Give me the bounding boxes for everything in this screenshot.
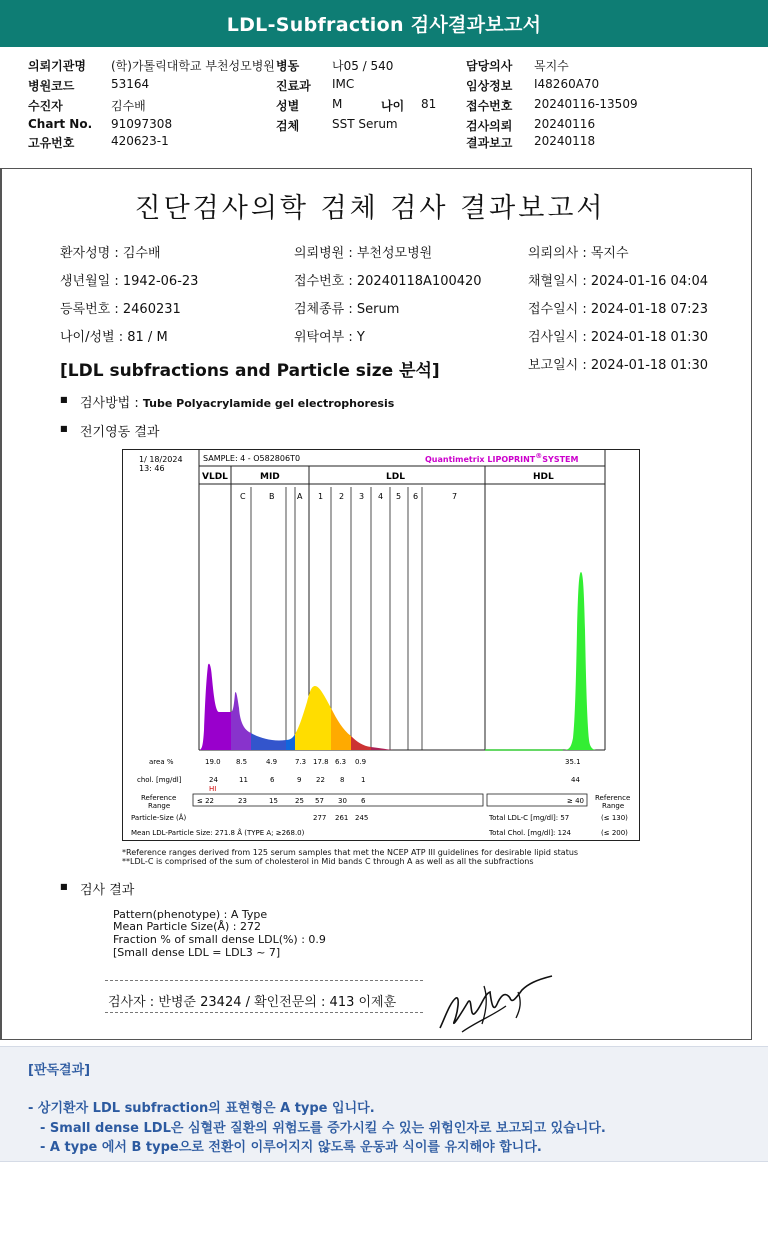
area-value: 7.3 xyxy=(295,758,307,766)
area-value: 19.0 xyxy=(205,758,221,766)
signer-line: 검사자 : 반병준 23424 / 확인전문의 : 413 이제훈 xyxy=(108,995,397,1010)
ldl2-peak xyxy=(331,708,351,750)
header-value: SST Serum xyxy=(332,117,398,131)
mid-b-peak xyxy=(251,733,286,750)
header-value: 420623-1 xyxy=(111,134,169,148)
ref-label: Range xyxy=(148,802,171,810)
header-label: 접수번호 xyxy=(466,99,513,113)
mid-a-peak xyxy=(286,734,295,750)
region-vldl: VLDL xyxy=(202,472,228,482)
interpretation-line: - A type 에서 B type으로 전환이 이루어지지 않도록 운동과 식이를 유지해야 합니다. xyxy=(40,1140,542,1155)
band-label: B xyxy=(269,492,275,501)
header-label: 수진자 xyxy=(28,99,63,113)
header-label: 나이 xyxy=(381,99,405,113)
mean-size: Mean LDL-Particle Size: 271.8 Å (TYPE A; ≥268.0) xyxy=(131,829,305,837)
ref-label-hdl: Range xyxy=(602,802,625,810)
band-label: 7 xyxy=(452,492,458,501)
particle-value: 277 xyxy=(313,814,327,822)
result-label: ■ 검사 결과 xyxy=(80,879,134,898)
header-value: 목지수 xyxy=(534,59,569,73)
chol-value: 24 xyxy=(209,776,218,784)
patient-reg: 등록번호 : 2460231 xyxy=(60,302,181,317)
chol-value: 9 xyxy=(297,776,302,784)
ref-value: 15 xyxy=(269,797,278,805)
patient-birth: 생년월일 : 1942-06-23 xyxy=(60,274,199,289)
band-label: 1 xyxy=(318,492,324,501)
result-line: [Small dense LDL = LDL3 ~ 7] xyxy=(113,946,281,959)
header-value: 81 xyxy=(421,97,437,111)
ref-value: 25 xyxy=(295,797,304,805)
header-label: Chart No. xyxy=(28,117,93,131)
area-value: 0.9 xyxy=(355,758,367,766)
header-value: 김수배 xyxy=(111,99,146,113)
particle-value: 245 xyxy=(355,814,369,822)
header-value: 20240116-13509 xyxy=(534,97,638,111)
interpretation-line: - Small dense LDL은 심혈관 질환의 위험도를 증가시킬 수 있는 위험인자로 보고되고 있습니다. xyxy=(40,1121,606,1136)
particle-value: 261 xyxy=(335,814,349,822)
ldl1-peak xyxy=(295,686,331,750)
area-value: 8.5 xyxy=(236,758,248,766)
footnote: **LDL-C is comprised of the sum of cholesterol in Mid bands C through A as well as all the subfractions xyxy=(122,857,534,866)
header-label: 의뢰기관명 xyxy=(28,59,86,73)
area-value: 17.8 xyxy=(313,758,329,766)
req-doctor: 의뢰의사 : 목지수 xyxy=(528,246,629,261)
header-value: (학)가톨릭대학교 부천성모병원 xyxy=(111,59,275,73)
result-line: Pattern(phenotype) : A Type xyxy=(113,908,268,921)
header-label: 검사의뢰 xyxy=(466,119,513,133)
header-value: 91097308 xyxy=(111,117,173,131)
header-value: 20240116 xyxy=(534,117,596,131)
collect-time: 채혈일시 : 2024-01-16 04:04 xyxy=(528,274,709,289)
chol-value: 8 xyxy=(340,776,345,784)
total-ldl: Total LDL-C [mg/dl]: 57 xyxy=(489,814,570,822)
signature-icon xyxy=(432,972,562,1036)
electro-label: ■ 전기영동 결과 xyxy=(80,421,159,440)
result-line: Mean Particle Size(Å) : 272 xyxy=(113,920,261,933)
receipt-no: 접수번호 : 20240118A100420 xyxy=(294,274,482,289)
chart-time: 13: 46 xyxy=(139,464,165,473)
header-value: 20240118 xyxy=(534,134,596,148)
interpretation-line: - 상기환자 LDL subfraction의 표현형은 A type 입니다. xyxy=(28,1101,375,1116)
method-line: ■ 검사방법 : Tube Polyacrylamide gel electrophoresis xyxy=(80,392,394,411)
band-label: 5 xyxy=(396,492,402,501)
chart-system: Quantimetrix LIPOPRINT®SYSTEM xyxy=(425,452,579,464)
footnote: *Reference ranges derived from 125 serum samples that met the NCEP ATP III guidelines for desirable lipid status xyxy=(122,848,579,857)
mid-c-peak xyxy=(231,692,251,750)
header-value: M xyxy=(332,97,343,111)
vldl-peak xyxy=(199,664,231,750)
hi-flag: HI xyxy=(209,785,217,793)
divider xyxy=(105,1012,423,1013)
header-label: 검체 xyxy=(276,119,300,133)
band-label: 2 xyxy=(339,492,345,501)
area-value: 4.9 xyxy=(266,758,278,766)
interpretation-title: [판독결과] xyxy=(28,1063,91,1078)
ref-value: 30 xyxy=(338,797,347,805)
area-label: area % xyxy=(149,758,174,766)
band-label: 4 xyxy=(378,492,384,501)
region-hdl: HDL xyxy=(533,472,554,482)
ref-value: 57 xyxy=(315,797,324,805)
region-ldl: LDL xyxy=(386,472,405,482)
chol-hdl: 44 xyxy=(571,776,580,784)
total-chol-ref: (≤ 200) xyxy=(601,829,628,837)
header-label: 임상정보 xyxy=(466,79,513,93)
band-label: A xyxy=(297,492,303,501)
ref-value: ≤ 22 xyxy=(197,797,214,805)
receipt-time: 접수일시 : 2024-01-18 07:23 xyxy=(528,302,709,317)
header-label: 병원코드 xyxy=(28,79,75,93)
area-hdl: 35.1 xyxy=(565,758,581,766)
chol-value: 11 xyxy=(239,776,248,784)
ref-label: Reference xyxy=(141,794,177,802)
ref-value: 6 xyxy=(361,797,366,805)
chol-label: chol. [mg/dl] xyxy=(137,776,182,784)
divider xyxy=(105,980,423,981)
header-value: I48260A70 xyxy=(534,77,600,91)
band-label: 6 xyxy=(413,492,419,501)
ref-label-hdl: Reference xyxy=(595,794,631,802)
header-label: 성별 xyxy=(276,99,300,113)
header-label: 진료과 xyxy=(276,79,311,93)
electrophoresis-chart xyxy=(122,449,640,841)
patient-name: 환자성명 : 김수배 xyxy=(60,246,161,261)
test-time: 검사일시 : 2024-01-18 01:30 xyxy=(528,330,709,345)
header-label: 담당의사 xyxy=(466,59,513,73)
chol-value: 1 xyxy=(361,776,366,784)
particle-label: Particle-Size (Å) xyxy=(131,814,187,822)
total-chol: Total Chol. [mg/dl]: 124 xyxy=(489,829,571,837)
header-label: 고유번호 xyxy=(28,136,75,150)
interpretation-panel xyxy=(0,1046,768,1162)
ldl3-peak xyxy=(351,736,371,750)
patient-age-sex: 나이/성별 : 81 / M xyxy=(60,330,168,345)
region-mid: MID xyxy=(260,472,280,482)
header-value: IMC xyxy=(332,77,355,91)
section-title: [LDL subfractions and Particle size 분석] xyxy=(60,361,440,381)
header-label: 병동 xyxy=(276,59,300,73)
band-label: 3 xyxy=(359,492,365,501)
electrophoresis-svg xyxy=(123,450,641,842)
header-value: 나05 / 540 xyxy=(332,59,394,73)
chol-value: 6 xyxy=(270,776,275,784)
report-title-bar: LDL-Subfraction 검사결과보고서 xyxy=(0,0,768,47)
result-line: Fraction % of small dense LDL(%) : 0.9 xyxy=(113,933,326,946)
chart-date: 1/ 18/2024 xyxy=(139,455,183,464)
consign: 위탁여부 : Y xyxy=(294,330,365,345)
band-label: C xyxy=(240,492,246,501)
total-ldl-ref: (≤ 130) xyxy=(601,814,628,822)
ref-value: 23 xyxy=(238,797,247,805)
ref-hdl: ≥ 40 xyxy=(567,797,584,805)
header-value: 53164 xyxy=(111,77,150,91)
header-label: 결과보고 xyxy=(466,136,513,150)
report-heading: 진단검사의학 검체 검사 결과보고서 xyxy=(134,193,606,224)
specimen-type: 검체종류 : Serum xyxy=(294,302,400,317)
chart-sample: SAMPLE: 4 - O582806T0 xyxy=(203,454,301,463)
chol-value: 22 xyxy=(316,776,325,784)
hdl-peak xyxy=(563,572,597,750)
report-time: 보고일시 : 2024-01-18 01:30 xyxy=(528,358,709,373)
area-value: 6.3 xyxy=(335,758,347,766)
req-hospital: 의뢰병원 : 부천성모병원 xyxy=(294,246,433,261)
